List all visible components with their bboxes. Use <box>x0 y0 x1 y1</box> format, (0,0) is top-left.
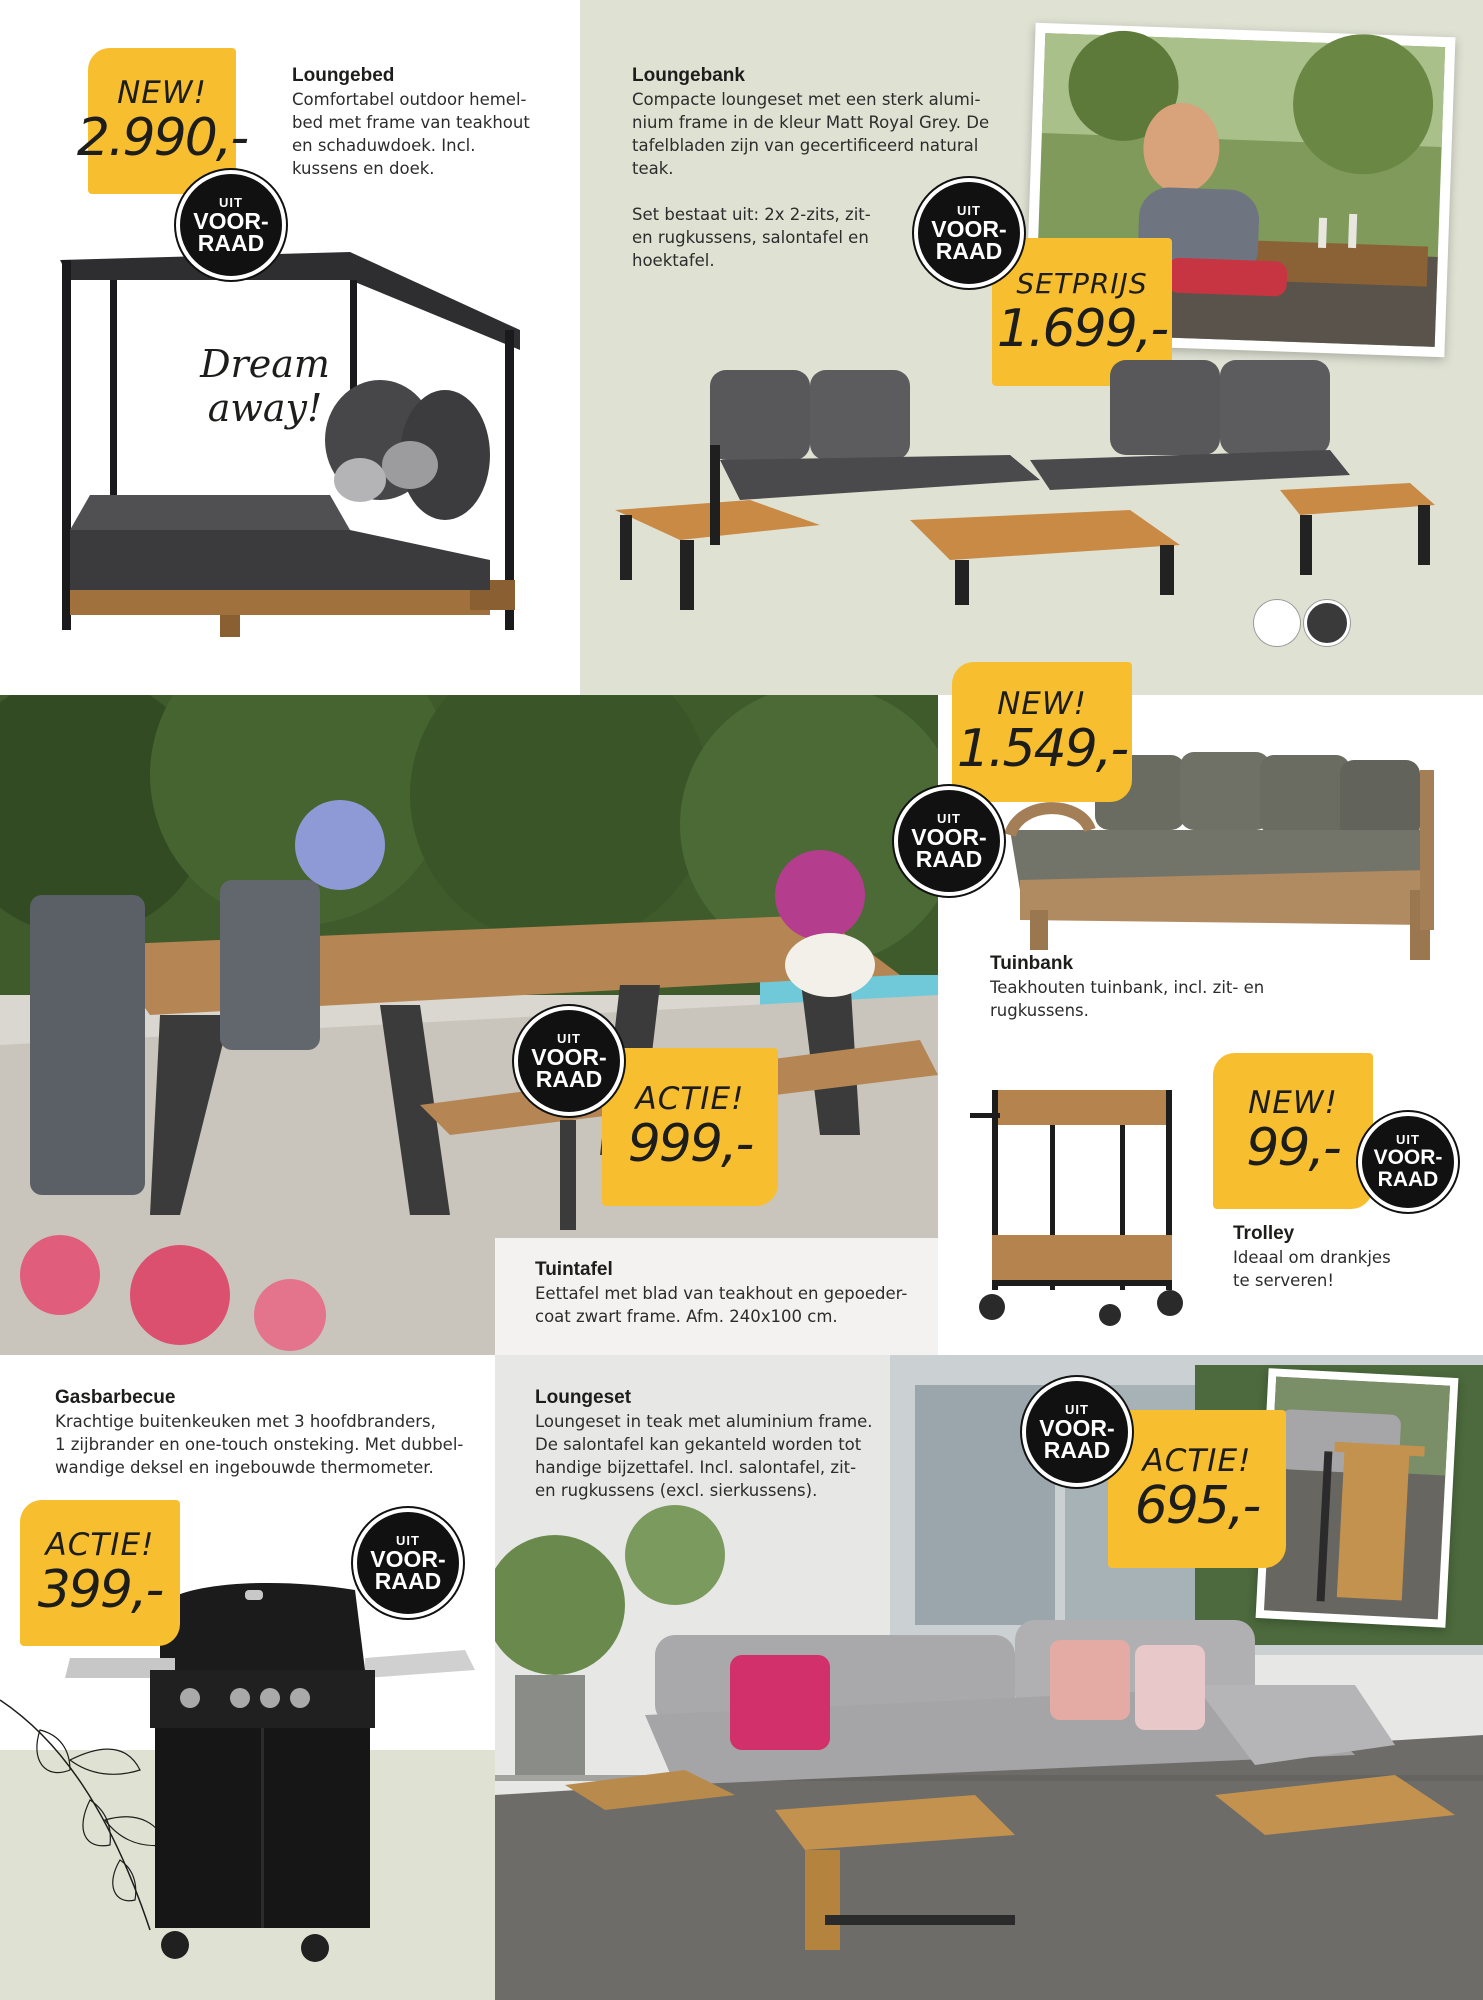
badge-line-2: VOOR- <box>193 208 269 234</box>
stock-badge-loungebank <box>914 178 1024 288</box>
tag-label: ACTIE! <box>1142 1443 1252 1479</box>
badge-line-2: VOOR- <box>1373 1146 1443 1169</box>
product-title: Tuintafel <box>535 1259 613 1280</box>
badge-line-1: UIT <box>557 1031 581 1046</box>
badge-line-1: UIT <box>1396 1132 1420 1147</box>
badge-line-1: UIT <box>219 195 243 210</box>
product-description: Teakhouten tuinbank, incl. zit- en rugkussens. <box>990 978 1265 1020</box>
badge-line-2: VOOR- <box>931 216 1007 242</box>
tuintafel-text <box>535 1258 935 1328</box>
price: 999,- <box>627 1114 753 1174</box>
badge-line-3: RAAD <box>935 238 1003 264</box>
tag-label: NEW! <box>1248 1085 1338 1121</box>
badge-line-1: UIT <box>1065 1402 1089 1417</box>
loungebank-image[interactable] <box>610 350 1440 620</box>
badge-line-2: VOOR- <box>911 824 987 850</box>
product-title: Gasbarbecue <box>55 1387 176 1408</box>
gasbarbecue-text <box>55 1386 495 1479</box>
stock-badge-loungebed <box>176 170 286 280</box>
price-tag-trolley[interactable] <box>1213 1053 1373 1209</box>
tag-label: ACTIE! <box>45 1527 155 1563</box>
tag-label: SETPRIJS <box>1016 267 1148 300</box>
product-description: Eettafel met blad van teakhout en gepoeder- coat zwart frame. Afm. 240x100 cm. <box>535 1284 908 1326</box>
slogan-line-1: Dream <box>200 342 330 386</box>
product-description: Krachtige buitenkeuken met 3 hoofdbranders, 1 zijbrander en one-touch onsteking. Met dubbel- wandige deksel en ingebouwde thermometer. <box>55 1412 464 1477</box>
stock-badge-gasbarbecue <box>353 1508 463 1618</box>
price: 399,- <box>37 1560 163 1620</box>
stock-badge-trolley <box>1358 1112 1458 1212</box>
price-tag-gasbarbecue[interactable] <box>20 1500 180 1646</box>
badge-line-2: VOOR- <box>1039 1415 1115 1441</box>
product-title: Trolley <box>1233 1223 1295 1244</box>
tag-label: NEW! <box>997 686 1087 722</box>
badge-line-1: UIT <box>937 811 961 826</box>
loungeset-inset-photo[interactable] <box>1256 1368 1459 1628</box>
trolley-text <box>1233 1222 1463 1292</box>
product-description: Comfortabel outdoor hemel- bed met frame van teakhout en schaduwdoek. Incl. kussens en doek. <box>292 90 530 178</box>
stock-badge-loungeset <box>1022 1377 1132 1487</box>
product-title: Tuinbank <box>990 953 1074 974</box>
product-description: Ideaal om drankjes te serveren! <box>1233 1248 1391 1290</box>
price-tag-tuinbank[interactable] <box>952 662 1132 802</box>
stock-badge-tuintafel <box>514 1006 624 1116</box>
loungebed-image[interactable] <box>50 240 530 660</box>
price-tag-loungeset[interactable] <box>1108 1410 1286 1568</box>
product-title: Loungeset <box>535 1387 632 1408</box>
loungeset-text <box>535 1386 935 1502</box>
price-tag-tuintafel[interactable] <box>602 1048 778 1206</box>
swatch-white[interactable] <box>1254 600 1300 646</box>
badge-line-3: RAAD <box>1377 1168 1439 1191</box>
badge-line-3: RAAD <box>915 846 983 872</box>
product-description-set: Set bestaat uit: 2x 2-zits, zit- en rugkussens, salontafel en hoektafel. <box>632 205 871 270</box>
badge-line-3: RAAD <box>1043 1437 1111 1463</box>
product-description: Compacte loungeset met een sterk alumi- nium frame in de kleur Matt Royal Grey. De tafelbladen zijn van gecertificeerd natural teak. <box>632 90 990 178</box>
price: 99,- <box>1246 1118 1340 1178</box>
badge-line-3: RAAD <box>374 1568 442 1594</box>
badge-line-2: VOOR- <box>531 1044 607 1070</box>
badge-line-1: UIT <box>957 203 981 218</box>
price: 695,- <box>1134 1476 1260 1536</box>
tuinbank-text <box>990 952 1290 1022</box>
product-description: Loungeset in teak met aluminium frame. De salontafel kan gekanteld worden tot handige bijzettafel. Incl. salontafel, zit- en rugkussens (excl. sierkussens). <box>535 1412 873 1500</box>
swatch-dark[interactable] <box>1304 600 1350 646</box>
badge-line-3: RAAD <box>535 1066 603 1092</box>
price: 1.699,- <box>996 299 1168 359</box>
price: 2.990,- <box>76 108 248 168</box>
tag-label: ACTIE! <box>635 1081 745 1117</box>
badge-line-2: VOOR- <box>370 1546 446 1572</box>
price: 1.549,- <box>956 719 1128 779</box>
product-title: Loungebank <box>632 65 745 86</box>
trolley-image[interactable] <box>970 1085 1205 1335</box>
tag-label: NEW! <box>117 75 207 111</box>
product-title: Loungebed <box>292 65 395 86</box>
slogan <box>180 342 350 430</box>
badge-line-3: RAAD <box>197 230 265 256</box>
badge-line-1: UIT <box>396 1533 420 1548</box>
stock-badge-tuinbank <box>894 786 1004 896</box>
loungebed-text <box>292 64 557 180</box>
slogan-line-2: away! <box>207 386 323 430</box>
